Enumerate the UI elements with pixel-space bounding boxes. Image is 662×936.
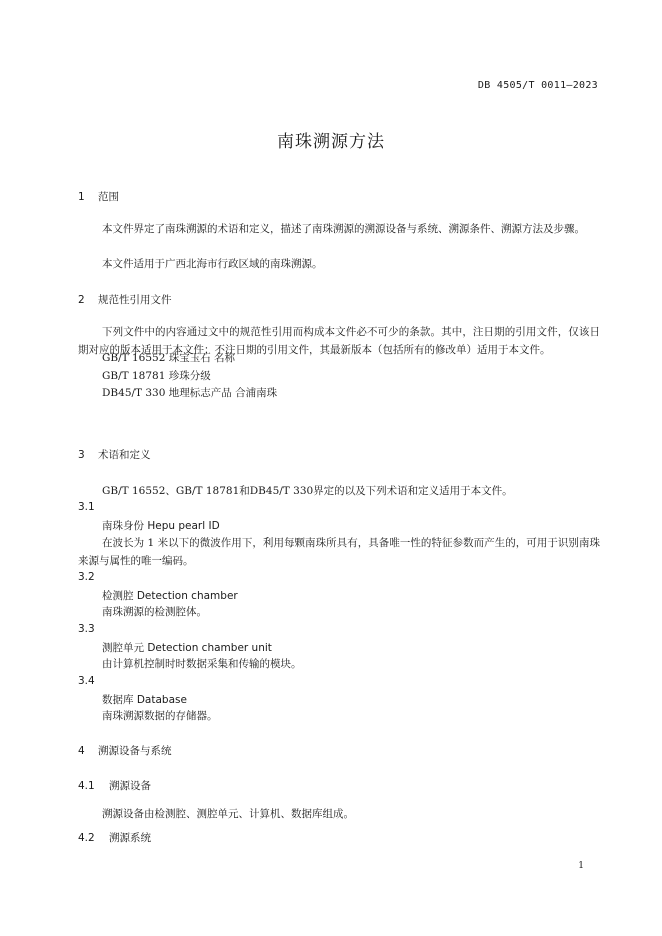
page-number: 1 <box>578 861 584 871</box>
document-title: 南珠溯源方法 <box>277 132 385 152</box>
section-1-title: 范围 <box>98 191 119 203</box>
term-number: 3.1 <box>78 501 95 513</box>
term-number: 3.2 <box>78 571 95 583</box>
term-number: 3.4 <box>78 675 95 687</box>
section-1-paragraph-2: 本文件适用于广西北海市行政区域的南珠溯源。 <box>102 258 323 270</box>
term-definition: 在波长为 1 米以下的微波作用下，利用每颗南珠所具有，具备唯一性的特征参数而产生的，可用于识别南珠来源与属性的唯一编码。 <box>78 537 600 567</box>
section-1-paragraph-1: 本文件界定了南珠溯源的术语和定义，描述了南珠溯源的溯源设备与系统、溯源条件、溯源方法及步骤。 <box>102 223 585 235</box>
section-2-paragraph-1: 下列文件中的内容通过文中的规范性引用而构成本文件必不可少的条款。其中，注日期的引用文件，仅该日期对应的版本适用于本文件；不注日期的引用文件，其最新版本（包括所有的修改单）适用于本文件。 <box>78 326 600 356</box>
term-definition: 南珠溯源数据的存储器。 <box>102 710 218 722</box>
section-2-heading <box>78 292 172 307</box>
reference-item: GB/T 16552 珠宝玉石 名称 <box>102 352 236 364</box>
section-2-title: 规范性引用文件 <box>98 294 172 306</box>
term-definition: 南珠溯源的检测腔体。 <box>102 606 207 618</box>
term-number: 3.3 <box>78 623 95 635</box>
section-2-number: 2 <box>78 294 85 306</box>
section-4-2-number: 4.2 <box>78 832 95 844</box>
section-4-1-number: 4.1 <box>78 780 95 792</box>
term-name: 南珠身份 Hepu pearl ID <box>102 520 220 532</box>
section-1-number: 1 <box>78 191 85 203</box>
section-4-title: 溯源设备与系统 <box>98 745 172 757</box>
section-3-intro: GB/T 16552、GB/T 18781和DB45/T 330界定的以及下列术语和定义适用于本文件。 <box>102 485 513 497</box>
section-3-number: 3 <box>78 449 85 461</box>
document-code: DB 4505/T 0011—2023 <box>477 80 598 91</box>
section-4-number: 4 <box>78 745 85 757</box>
term-name: 数据库 Database <box>102 694 187 706</box>
section-3-heading <box>78 447 151 462</box>
section-4-1-paragraph: 溯源设备由检测腔、测腔单元、计算机、数据库组成。 <box>102 808 354 820</box>
section-4-2-title: 溯源系统 <box>109 832 151 844</box>
term-name: 测腔单元 Detection chamber unit <box>102 642 272 654</box>
section-4-heading <box>78 743 172 758</box>
section-3-title: 术语和定义 <box>98 449 151 461</box>
reference-item: DB45/T 330 地理标志产品 合浦南珠 <box>102 387 278 399</box>
section-4-2-heading <box>78 830 151 845</box>
term-definition: 由计算机控制时时数据采集和传输的模块。 <box>102 658 302 670</box>
term-name: 检测腔 Detection chamber <box>102 590 238 602</box>
section-1-heading <box>78 189 119 204</box>
reference-item: GB/T 18781 珍珠分级 <box>102 370 211 382</box>
section-4-1-title: 溯源设备 <box>109 780 151 792</box>
section-4-1-heading <box>78 778 151 793</box>
